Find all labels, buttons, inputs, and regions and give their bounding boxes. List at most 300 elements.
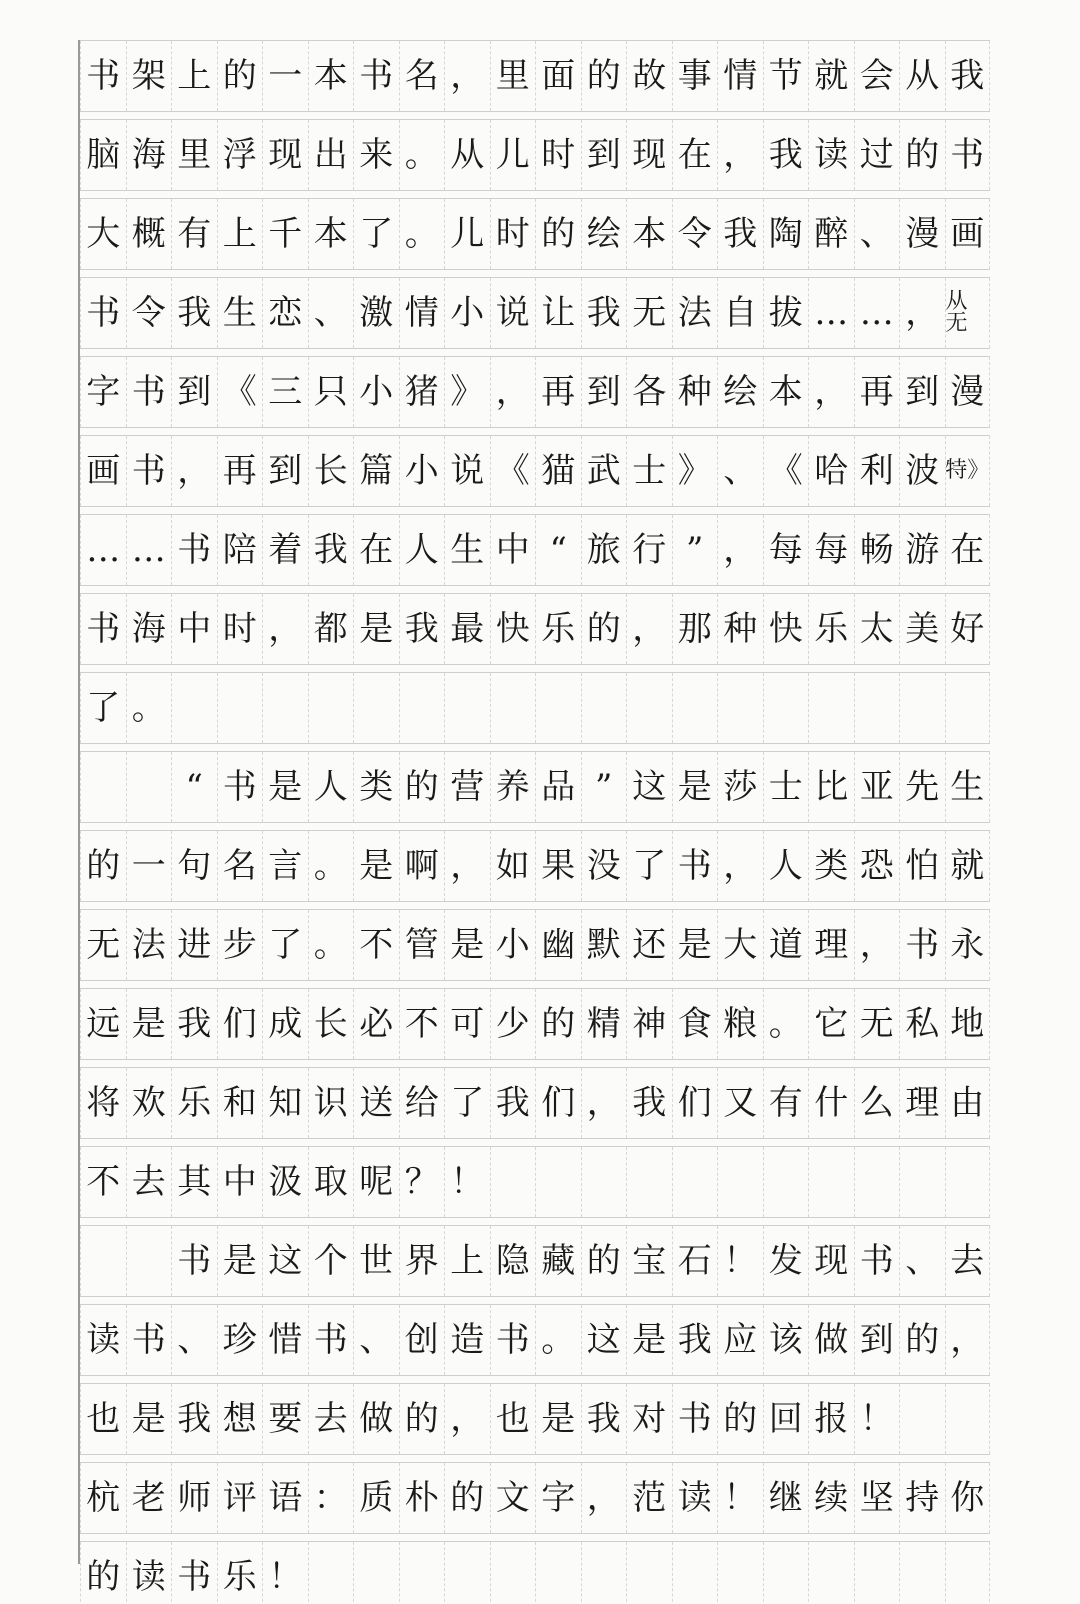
char-cell: ？ <box>399 1147 445 1217</box>
char-cell: 读 <box>808 120 854 190</box>
char-cell: 想 <box>217 1384 263 1454</box>
char-cell: 无 <box>854 989 900 1059</box>
char-cell: 们 <box>672 1068 718 1138</box>
text-line <box>80 1146 990 1218</box>
char-cell: 也 <box>490 1384 536 1454</box>
char-cell: 在 <box>945 515 991 585</box>
char-cell: 、 <box>353 1305 399 1375</box>
char-cell: 浮 <box>217 120 263 190</box>
char-cell: 的 <box>581 594 627 664</box>
char-cell: 的 <box>535 199 581 269</box>
char-cell <box>672 1147 718 1217</box>
char-cell: 报 <box>808 1384 854 1454</box>
char-cell: 到 <box>262 436 308 506</box>
text-line <box>80 1225 990 1297</box>
char-cell: 过 <box>854 120 900 190</box>
char-cell: 去 <box>126 1147 172 1217</box>
text-line <box>80 514 990 586</box>
char-cell: 去 <box>308 1384 354 1454</box>
char-cell: ， <box>444 41 490 111</box>
char-cell: 营 <box>444 752 490 822</box>
char-cell: 面 <box>535 41 581 111</box>
char-cell: 品 <box>535 752 581 822</box>
char-cell: 故 <box>626 41 672 111</box>
char-cell: 朴 <box>399 1463 445 1533</box>
char-cell: 篇 <box>353 436 399 506</box>
char-cell: 中 <box>490 515 536 585</box>
char-cell: ！ <box>444 1147 490 1217</box>
char-cell: 海 <box>126 594 172 664</box>
char-cell: … <box>80 515 126 585</box>
char-cell: 就 <box>945 831 991 901</box>
char-cell: 如 <box>490 831 536 901</box>
char-cell: 人 <box>763 831 809 901</box>
char-cell: 波 <box>899 436 945 506</box>
char-cell: 我 <box>171 989 217 1059</box>
char-cell: 师 <box>171 1463 217 1533</box>
char-cell: 食 <box>672 989 718 1059</box>
char-cell <box>808 673 854 743</box>
char-cell <box>899 1384 945 1454</box>
char-cell: 我 <box>581 1384 627 1454</box>
char-cell: 粮 <box>717 989 763 1059</box>
char-cell: 千 <box>262 199 308 269</box>
char-cell: 没 <box>581 831 627 901</box>
char-cell: … <box>808 278 854 348</box>
char-cell: 里 <box>490 41 536 111</box>
char-cell: 幽 <box>535 910 581 980</box>
char-cell: 去 <box>945 1226 991 1296</box>
char-cell: 的 <box>535 989 581 1059</box>
char-cell: 儿 <box>490 120 536 190</box>
char-cell: 上 <box>171 41 217 111</box>
char-cell <box>308 1542 354 1604</box>
char-cell: 美 <box>899 594 945 664</box>
char-cell: ， <box>808 357 854 427</box>
char-cell: 好 <box>945 594 991 664</box>
char-cell: 做 <box>808 1305 854 1375</box>
char-cell <box>126 1226 172 1296</box>
char-cell: 书 <box>126 1305 172 1375</box>
char-cell: 持 <box>899 1463 945 1533</box>
char-cell: 继 <box>763 1463 809 1533</box>
char-cell <box>581 1542 627 1604</box>
char-cell: 的 <box>217 41 263 111</box>
char-cell: 的 <box>444 1463 490 1533</box>
char-cell: 是 <box>126 989 172 1059</box>
char-cell: 生 <box>217 278 263 348</box>
char-cell: 太 <box>854 594 900 664</box>
char-cell: 地 <box>945 989 991 1059</box>
char-cell: 士 <box>626 436 672 506</box>
char-cell: 我 <box>763 120 809 190</box>
char-cell: 名 <box>399 41 445 111</box>
char-cell: 长 <box>308 989 354 1059</box>
char-cell: 读 <box>126 1542 172 1604</box>
char-cell: 有 <box>763 1068 809 1138</box>
char-cell: 是 <box>535 1384 581 1454</box>
char-cell <box>626 1147 672 1217</box>
char-cell: 了 <box>262 910 308 980</box>
char-cell: 是 <box>626 1305 672 1375</box>
char-cell <box>854 1147 900 1217</box>
char-cell <box>763 673 809 743</box>
char-cell <box>808 1542 854 1604</box>
char-cell: 再 <box>535 357 581 427</box>
char-cell <box>763 1542 809 1604</box>
char-cell <box>353 673 399 743</box>
char-cell: 该 <box>763 1305 809 1375</box>
char-cell <box>399 673 445 743</box>
char-cell: 书 <box>308 1305 354 1375</box>
text-line <box>80 198 990 270</box>
char-cell: 法 <box>126 910 172 980</box>
char-cell: 应 <box>717 1305 763 1375</box>
char-cell: 情 <box>717 41 763 111</box>
text-line <box>80 1067 990 1139</box>
char-cell <box>535 1147 581 1217</box>
char-cell: 旅 <box>581 515 627 585</box>
char-cell: 亚 <box>854 752 900 822</box>
char-cell: 时 <box>490 199 536 269</box>
char-cell: 了 <box>353 199 399 269</box>
char-cell: 杭 <box>80 1463 126 1533</box>
text-line <box>80 356 990 428</box>
char-cell: 必 <box>353 989 399 1059</box>
char-cell: 小 <box>353 357 399 427</box>
text-line <box>80 988 990 1060</box>
char-cell: 长 <box>308 436 354 506</box>
char-cell: 不 <box>353 910 399 980</box>
char-cell: 恋 <box>262 278 308 348</box>
char-cell: 。 <box>763 989 809 1059</box>
char-cell: 画 <box>945 199 991 269</box>
char-cell: 给 <box>399 1068 445 1138</box>
char-cell: 陪 <box>217 515 263 585</box>
char-cell: 么 <box>854 1068 900 1138</box>
char-cell: 乐 <box>808 594 854 664</box>
char-cell: 《 <box>217 357 263 427</box>
text-line <box>80 1383 990 1455</box>
char-cell: 书 <box>80 594 126 664</box>
char-cell: 的 <box>399 1384 445 1454</box>
char-cell: 上 <box>217 199 263 269</box>
char-cell: 中 <box>217 1147 263 1217</box>
char-cell: 小 <box>490 910 536 980</box>
char-cell: 再 <box>217 436 263 506</box>
char-cell: 里 <box>171 120 217 190</box>
char-cell: 猫 <box>535 436 581 506</box>
char-cell: 其 <box>171 1147 217 1217</box>
char-cell: 、 <box>717 436 763 506</box>
char-cell: 知 <box>262 1068 308 1138</box>
char-cell: 儿 <box>444 199 490 269</box>
char-cell: 的 <box>399 752 445 822</box>
char-cell: 我 <box>399 594 445 664</box>
char-cell: 一 <box>262 41 308 111</box>
text-line <box>80 909 990 981</box>
char-cell: 远 <box>80 989 126 1059</box>
char-cell: 步 <box>217 910 263 980</box>
char-cell <box>763 1147 809 1217</box>
char-cell: 行 <box>626 515 672 585</box>
char-cell: 读 <box>80 1305 126 1375</box>
char-cell: 特》 <box>945 436 991 506</box>
char-cell: 不 <box>399 989 445 1059</box>
char-cell: ， <box>490 357 536 427</box>
char-cell: 怕 <box>899 831 945 901</box>
char-cell: 种 <box>672 357 718 427</box>
char-cell: 令 <box>672 199 718 269</box>
char-cell: 书 <box>899 910 945 980</box>
char-cell: 在 <box>353 515 399 585</box>
char-cell: ， <box>717 120 763 190</box>
char-cell: 快 <box>763 594 809 664</box>
char-cell: 书 <box>126 436 172 506</box>
char-cell: 脑 <box>80 120 126 190</box>
char-cell: 界 <box>399 1226 445 1296</box>
char-cell: 着 <box>262 515 308 585</box>
char-cell: 字 <box>535 1463 581 1533</box>
char-cell: 醉 <box>808 199 854 269</box>
char-cell: 海 <box>126 120 172 190</box>
char-cell: 那 <box>672 594 718 664</box>
char-cell: 大 <box>80 199 126 269</box>
char-cell: 小 <box>444 278 490 348</box>
char-cell: 绘 <box>581 199 627 269</box>
char-cell: 书 <box>217 752 263 822</box>
char-cell: 书 <box>945 120 991 190</box>
char-cell: 世 <box>353 1226 399 1296</box>
char-cell: 。 <box>399 199 445 269</box>
char-cell: 节 <box>763 41 809 111</box>
char-cell <box>899 1147 945 1217</box>
char-cell: 理 <box>899 1068 945 1138</box>
char-cell <box>126 752 172 822</box>
char-cell: 是 <box>217 1226 263 1296</box>
char-cell: 对 <box>626 1384 672 1454</box>
char-cell: 现 <box>262 120 308 190</box>
char-cell: 汲 <box>262 1147 308 1217</box>
char-cell <box>808 1147 854 1217</box>
char-cell: 可 <box>444 989 490 1059</box>
char-cell: 我 <box>626 1068 672 1138</box>
char-cell: 不 <box>80 1147 126 1217</box>
char-cell: 书 <box>126 357 172 427</box>
char-cell: 来 <box>353 120 399 190</box>
text-line <box>80 751 990 823</box>
char-cell: 私 <box>899 989 945 1059</box>
char-cell <box>672 673 718 743</box>
char-cell: 书 <box>171 1226 217 1296</box>
char-cell: 自 <box>717 278 763 348</box>
char-cell: 是 <box>353 831 399 901</box>
char-cell: 我 <box>717 199 763 269</box>
char-cell: 啊 <box>399 831 445 901</box>
char-cell: 了 <box>444 1068 490 1138</box>
char-cell: 只 <box>308 357 354 427</box>
char-cell: 事 <box>672 41 718 111</box>
char-cell: 人 <box>308 752 354 822</box>
char-cell: 回 <box>763 1384 809 1454</box>
char-cell: 是 <box>672 752 718 822</box>
char-cell: 的 <box>80 831 126 901</box>
char-cell: ， <box>717 831 763 901</box>
char-cell <box>444 1542 490 1604</box>
char-cell <box>581 673 627 743</box>
char-cell: ！ <box>262 1542 308 1604</box>
char-cell <box>854 1542 900 1604</box>
char-cell: 、 <box>854 199 900 269</box>
text-line <box>80 1462 990 1534</box>
char-cell <box>899 673 945 743</box>
char-cell: 永 <box>945 910 991 980</box>
char-cell: 《 <box>763 436 809 506</box>
char-cell: 少 <box>490 989 536 1059</box>
char-cell: 我 <box>308 515 354 585</box>
char-cell: 石 <box>672 1226 718 1296</box>
char-cell <box>854 673 900 743</box>
char-cell: 《 <box>490 436 536 506</box>
char-cell: 我 <box>171 278 217 348</box>
char-cell: 每 <box>808 515 854 585</box>
char-cell: 到 <box>899 357 945 427</box>
text-line <box>80 1304 990 1376</box>
char-cell: 书 <box>672 1384 718 1454</box>
char-cell: 、 <box>171 1305 217 1375</box>
char-cell <box>535 1542 581 1604</box>
char-cell: 取 <box>308 1147 354 1217</box>
char-cell: 生 <box>945 752 991 822</box>
char-cell <box>262 673 308 743</box>
text-line <box>80 1541 990 1604</box>
char-cell: 书 <box>80 278 126 348</box>
char-cell: 生 <box>444 515 490 585</box>
text-line <box>80 119 990 191</box>
char-cell: 是 <box>126 1384 172 1454</box>
char-cell: 默 <box>581 910 627 980</box>
char-cell: 、 <box>308 278 354 348</box>
char-cell: ， <box>444 831 490 901</box>
char-cell: … <box>854 278 900 348</box>
char-cell: ， <box>899 278 945 348</box>
char-cell: 从 <box>444 120 490 190</box>
char-cell <box>490 673 536 743</box>
char-cell: 惜 <box>262 1305 308 1375</box>
char-cell: 言 <box>262 831 308 901</box>
char-cell: 都 <box>308 594 354 664</box>
char-cell: 中 <box>171 594 217 664</box>
char-cell: 是 <box>353 594 399 664</box>
char-cell: ！ <box>854 1384 900 1454</box>
char-cell: 情 <box>399 278 445 348</box>
char-cell: 将 <box>80 1068 126 1138</box>
char-cell: 的 <box>581 1226 627 1296</box>
char-cell: 又 <box>717 1068 763 1138</box>
text-line <box>80 435 990 507</box>
char-cell: 概 <box>126 199 172 269</box>
char-cell: 范 <box>626 1463 672 1533</box>
char-cell: ， <box>171 436 217 506</box>
char-cell <box>535 673 581 743</box>
char-cell <box>308 673 354 743</box>
char-cell: 让 <box>535 278 581 348</box>
char-cell: 就 <box>808 41 854 111</box>
char-cell: ” <box>672 515 718 585</box>
char-cell: 欢 <box>126 1068 172 1138</box>
char-cell: 养 <box>490 752 536 822</box>
char-cell: 书 <box>171 1542 217 1604</box>
char-cell <box>80 752 126 822</box>
char-cell: 读 <box>672 1463 718 1533</box>
char-cell: 出 <box>308 120 354 190</box>
char-cell: 法 <box>672 278 718 348</box>
char-cell <box>717 1147 763 1217</box>
char-cell: 种 <box>717 594 763 664</box>
char-cell: 从无 <box>945 278 991 348</box>
char-cell: 书 <box>171 515 217 585</box>
char-cell: 呢 <box>353 1147 399 1217</box>
char-cell: 说 <box>490 278 536 348</box>
text-line <box>80 593 990 665</box>
char-cell: 激 <box>353 278 399 348</box>
char-cell: 的 <box>899 1305 945 1375</box>
char-cell <box>717 673 763 743</box>
char-cell: 我 <box>945 41 991 111</box>
char-cell: 管 <box>399 910 445 980</box>
char-cell: 恐 <box>854 831 900 901</box>
char-cell: 。 <box>535 1305 581 1375</box>
char-cell: 现 <box>808 1226 854 1296</box>
char-cell: 哈 <box>808 436 854 506</box>
char-cell: 隐 <box>490 1226 536 1296</box>
char-cell <box>353 1542 399 1604</box>
char-cell <box>217 673 263 743</box>
char-cell: ， <box>581 1463 627 1533</box>
char-cell: 成 <box>262 989 308 1059</box>
char-cell <box>899 1542 945 1604</box>
text-line <box>80 672 990 744</box>
char-cell: 这 <box>626 752 672 822</box>
char-cell: 它 <box>808 989 854 1059</box>
char-cell: 有 <box>171 199 217 269</box>
char-cell: 造 <box>444 1305 490 1375</box>
char-cell: 时 <box>535 120 581 190</box>
char-cell: 时 <box>217 594 263 664</box>
char-cell: 快 <box>490 594 536 664</box>
char-cell: 乐 <box>217 1542 263 1604</box>
char-cell: 的 <box>899 120 945 190</box>
char-cell: 字 <box>80 357 126 427</box>
char-cell: ！ <box>717 1226 763 1296</box>
char-cell: 上 <box>444 1226 490 1296</box>
char-cell: 乐 <box>535 594 581 664</box>
char-cell <box>717 1542 763 1604</box>
char-cell: 了 <box>80 673 126 743</box>
char-cell: ， <box>444 1384 490 1454</box>
char-cell: 我 <box>581 278 627 348</box>
char-cell <box>945 1384 991 1454</box>
char-cell: 士 <box>763 752 809 822</box>
char-cell: 各 <box>626 357 672 427</box>
char-cell: 一 <box>126 831 172 901</box>
char-cell: 。 <box>308 831 354 901</box>
char-cell: 藏 <box>535 1226 581 1296</box>
char-cell: ， <box>854 910 900 980</box>
char-cell: 还 <box>626 910 672 980</box>
char-cell: 你 <box>945 1463 991 1533</box>
char-cell: 再 <box>854 357 900 427</box>
